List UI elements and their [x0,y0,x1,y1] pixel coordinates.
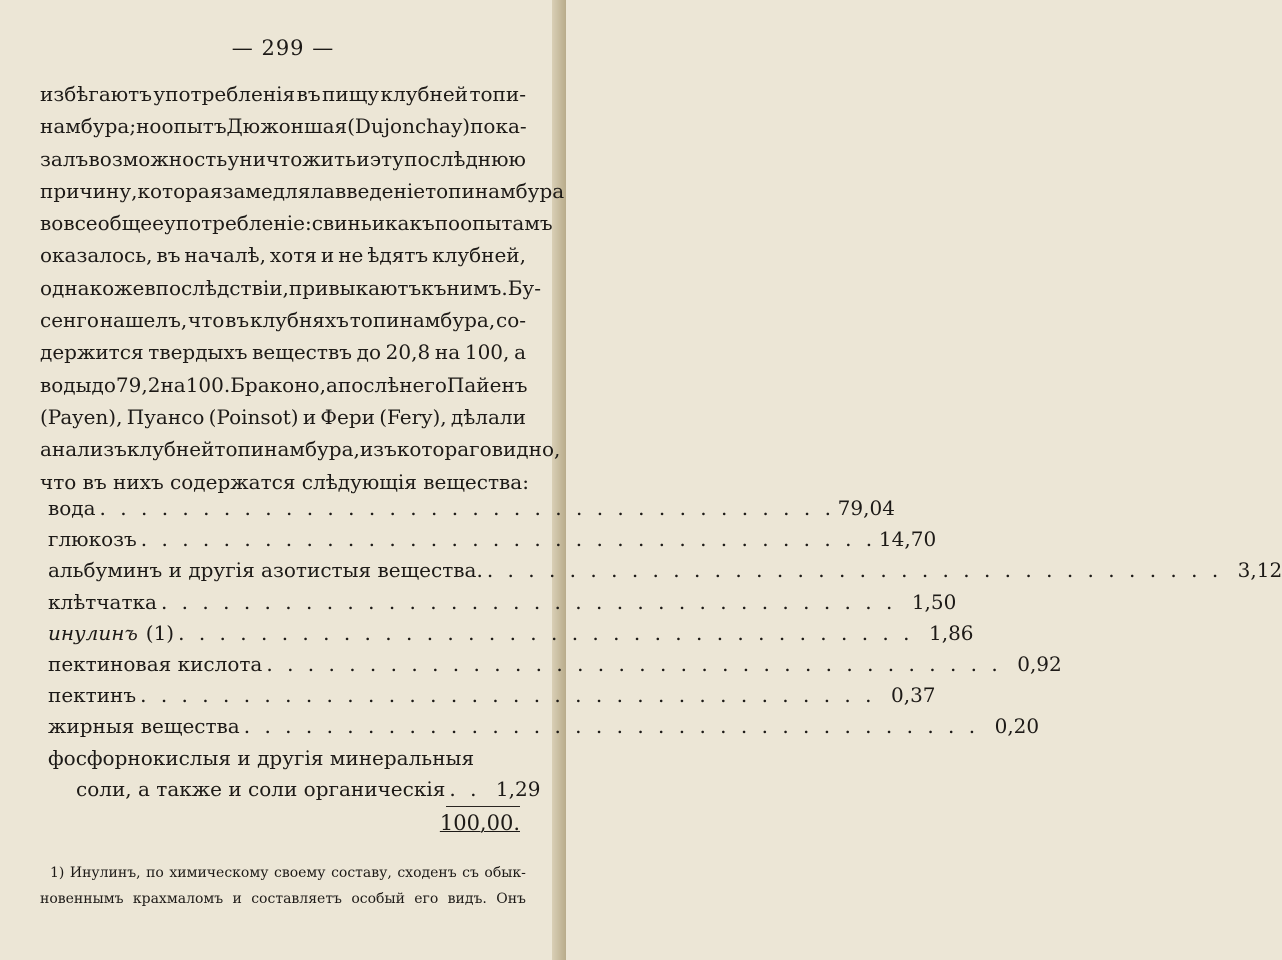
table-row [48,680,936,711]
substance-name: альбуминъ и другія азотистыя вещества. [48,558,483,583]
mineral-row-line2 [48,774,541,805]
table-row [48,493,895,524]
substance-name: жирныя вещества [48,714,240,739]
table-row [48,618,974,649]
substance-value: 3,12 [1237,558,1282,583]
text-line: избѣгаютъ употребленія въ пищу клубней топи- [40,82,526,106]
leader-dots: . . . . . . . . . . . . . . . . . . . . . . . . . . . . . . . . . . . . [160,589,897,614]
total-value [420,808,520,838]
table-row [48,711,1040,742]
text-line: намбура; но опытъ Дюжоншая (Dujonchay) пока- [40,114,527,139]
substance-value: 0,20 [994,714,1040,739]
page-edge [552,0,566,960]
substance-name: вода [48,496,96,520]
substance-name: глюкозъ [48,527,137,552]
substance-value: 79,04 [837,496,895,520]
table-row [48,555,1282,586]
text-line: оказалось, въ началѣ, хотя и не ѣдятъ клубней, [40,243,526,268]
substance-value: 0,92 [1017,651,1062,676]
substance-name: соли, а также и соли органическія [76,776,446,801]
total-number: 100,00. [439,811,520,835]
substance-name: клѣтчатка [48,589,157,614]
substance-value: 1,50 [911,589,957,614]
text-line: (Payen), Пуансо (Poinsot) и Фери (Fery), дѣлали [40,404,526,429]
substance-name: инулинъ [48,620,138,645]
leader-dots: . . . . . . . . . . . . . . . . . . . . . . . . . . . . . . . . . . . . [266,651,1002,676]
leader-dots: . . . . . . . . . . . . . . . . . . . . . . . . . . . . . . . . . . . . [140,683,876,708]
page-number: — 299 — [231,36,335,60]
text-line: держится твердыхъ веществъ до 20,8 на 100, а [40,340,526,365]
text-line: воды до 79,2 на 100. Браконо, а послѣ него Пайенъ [40,372,528,397]
leader-dots: . . . . . . . . . . . . . . . . . . . . . . . . . . . . . . . . . . . . [486,558,1223,583]
text-line: однакоже впослѣдствіи, привыкаютъ къ нимъ. Бу- [40,275,541,300]
footnote-line: 1) Инулинъ, по химическому своему составу, сходенъ съ обык- [50,865,526,881]
table-row [48,524,937,555]
footnote-line: новеннымъ крахмаломъ и составляетъ особый его видъ. Онъ [40,891,526,907]
leader-dots: . . . . . . . . . . . . . . . . . . . . . . . . . . . . . . . . . . . . [178,620,914,645]
text-line: залъ возможность уничтожить и эту послѣднюю [40,146,526,171]
text-line: сенго нашелъ, что въ клубняхъ топинамбура, со- [40,308,526,333]
leader-dots: . . . . . . . . . . . . . . . . . . . . . . . . . . . . . . . . . . . . [243,714,980,739]
substance-value: 14,70 [878,527,937,552]
text-line: что въ нихъ содержатся слѣдующія вещества: [40,469,529,494]
table-row [48,649,1062,680]
paragraph [40,78,565,498]
substance-name: пектиновая кислота [48,651,263,676]
text-line: анализъ клубней топинамбура, изъ котораго видно, [40,437,561,462]
substance-value: 1,29 [495,776,541,801]
text-line: во всеобщее употребленіе: свиньи какъ по опытамъ [40,211,553,236]
leader-dots: . . . . . . . . . . . . . . . . . . . . . . . . . . . . . . . . . . . . [140,527,877,552]
text-line: причину, которая замедляла введеніе топинамбура [40,178,565,203]
composition-table [48,493,1282,805]
footnote-marker: (1) [145,620,175,645]
leader-dots: . . [449,776,481,801]
substance-value: 1,86 [928,620,974,645]
table-row [48,587,957,618]
sum-rule [446,806,520,807]
substance-name: пектинъ [48,683,137,708]
mineral-row-line1: фосфорнокислыя и другія минеральныя [48,745,475,770]
footnote [40,860,526,912]
leader-dots: . . . . . . . . . . . . . . . . . . . . . . . . . . . . . . . . . . . . [99,496,835,520]
substance-value: 0,37 [890,683,936,708]
